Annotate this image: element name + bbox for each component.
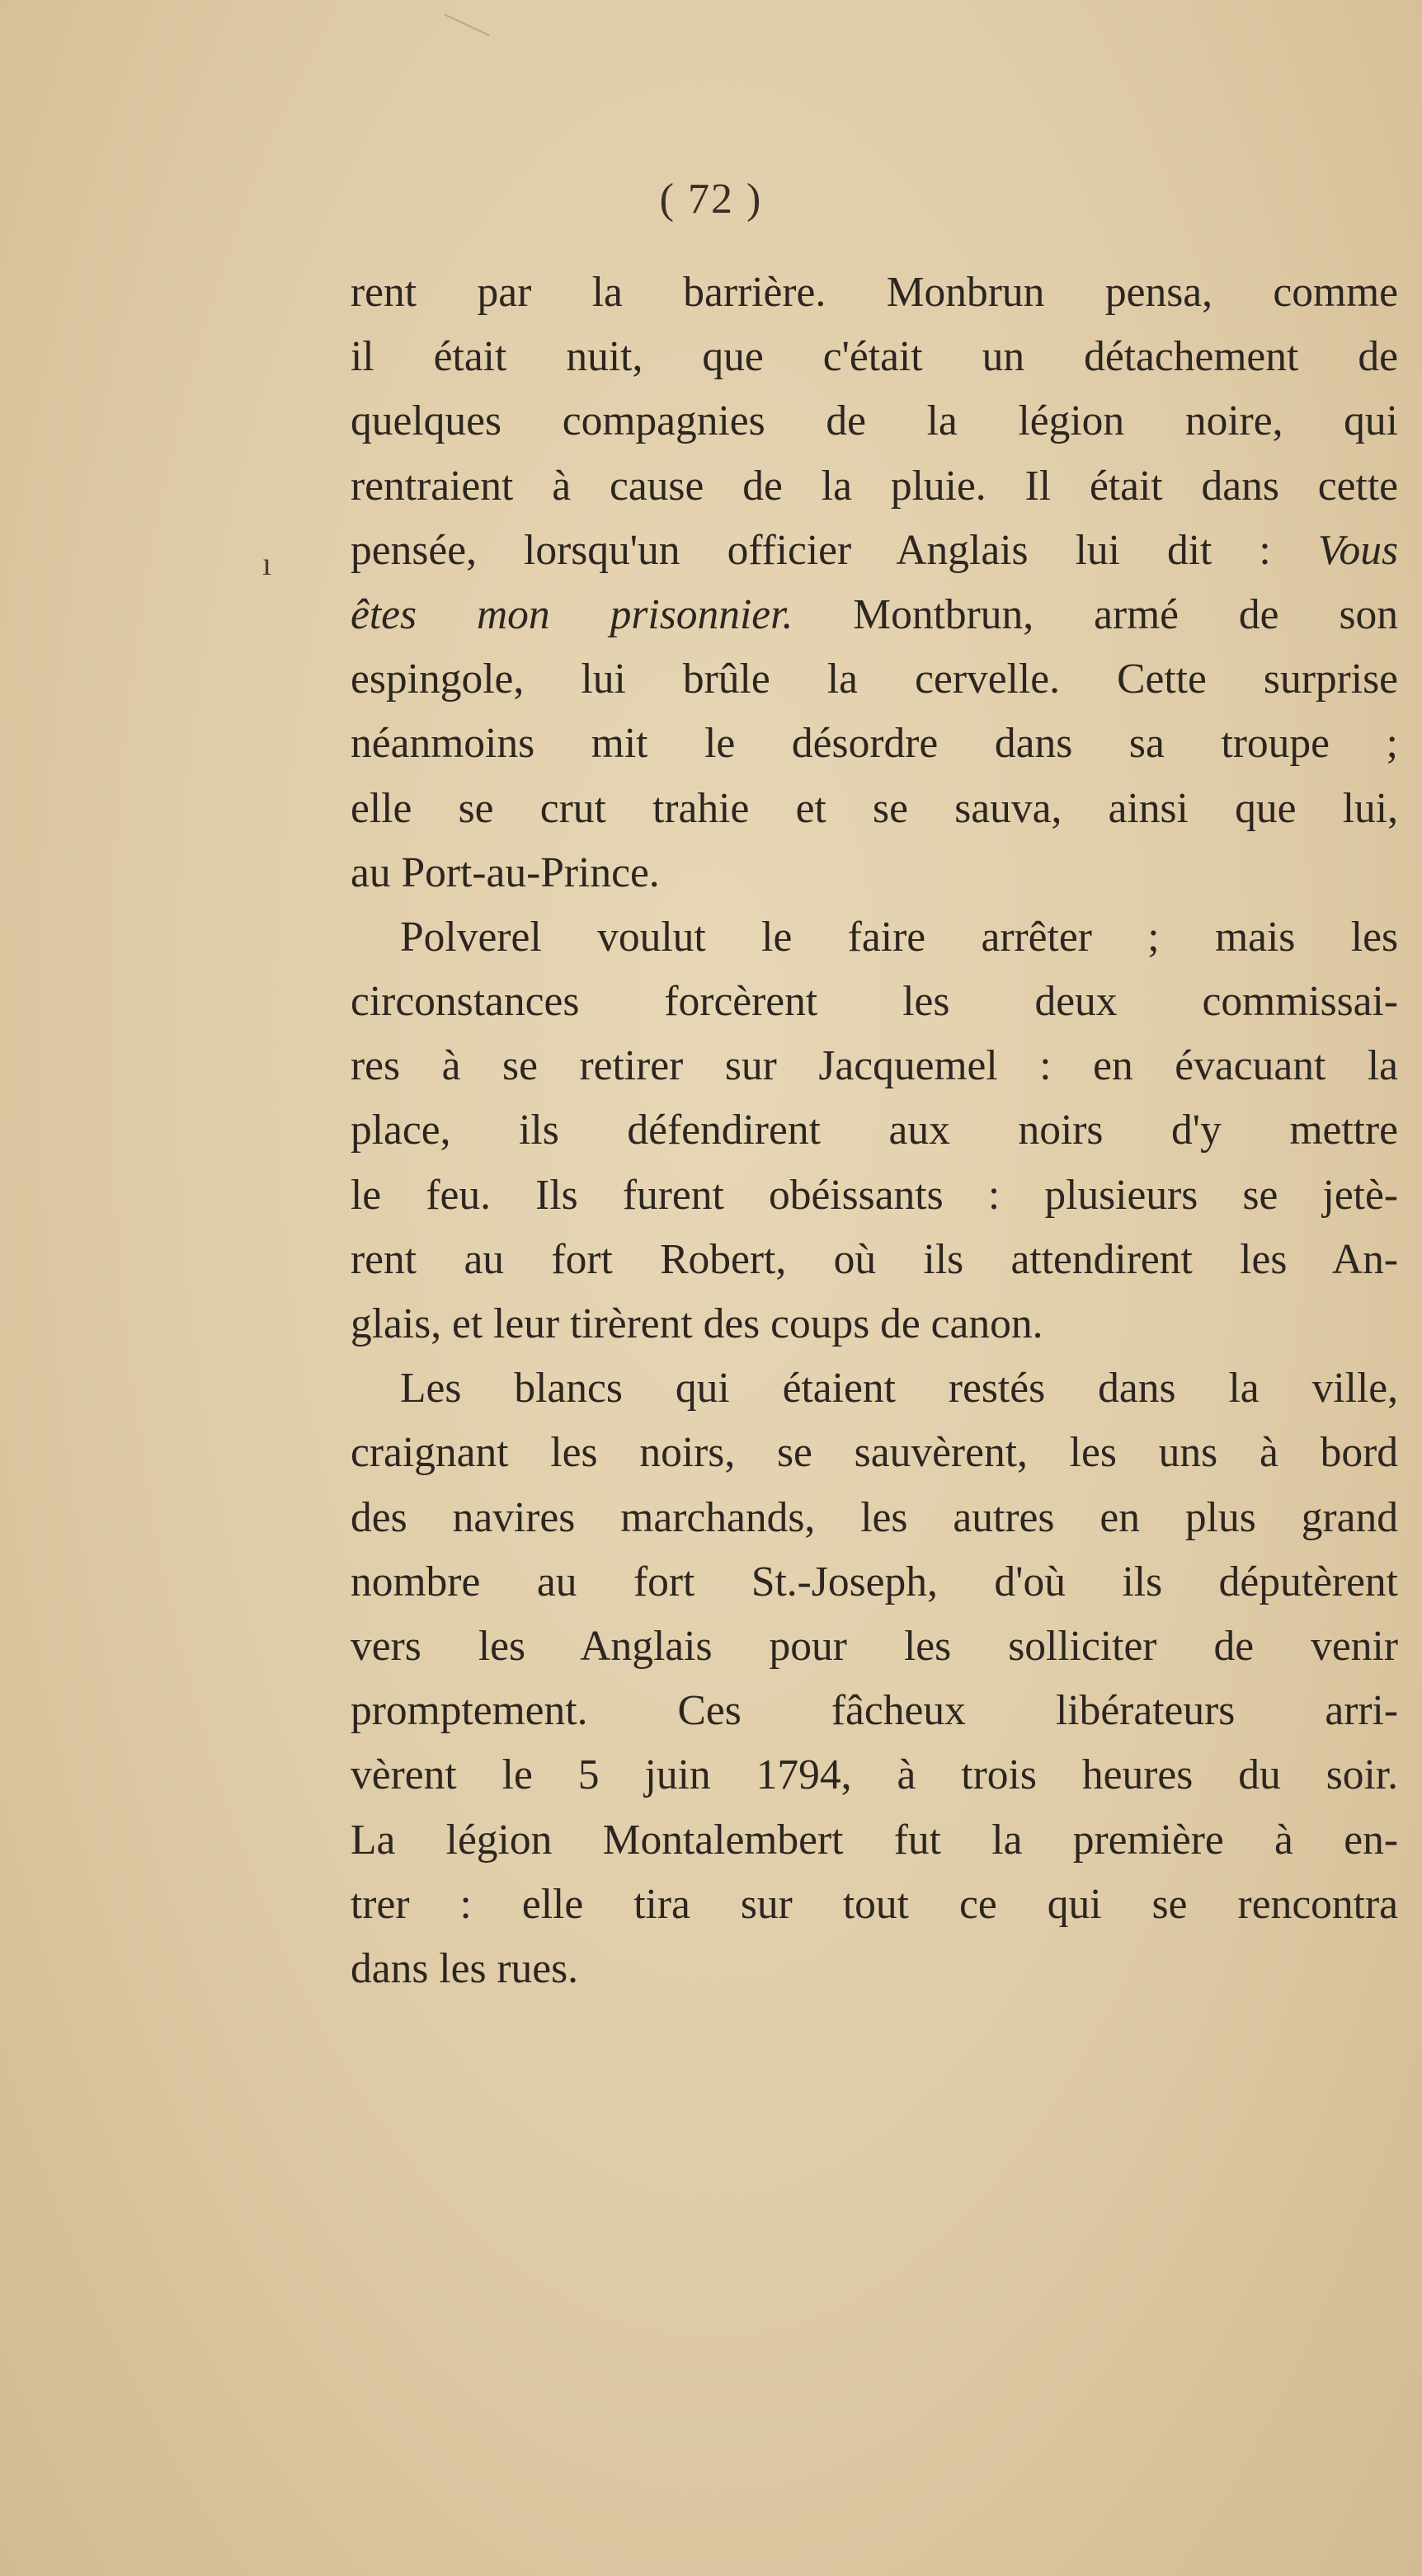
text-line: quelques compagnies de la légion noire, qui bbox=[351, 397, 1398, 445]
text-line: La légion Montalembert fut la première à en- bbox=[351, 1816, 1398, 1864]
text-line: res à se retirer sur Jacquemel : en évacuant la bbox=[351, 1042, 1398, 1090]
body-text bbox=[351, 261, 1398, 2001]
text-line: Polverel voulut le faire arrêter ; mais les bbox=[400, 913, 1398, 961]
text-line: néanmoins mit le désordre dans sa troupe ; bbox=[351, 720, 1398, 768]
text-line: trer : elle tira sur tout ce qui se rencontra bbox=[351, 1880, 1398, 1928]
text-line: rent au fort Robert, où ils attendirent les An- bbox=[351, 1235, 1398, 1283]
text-line: vers les Anglais pour les solliciter de venir bbox=[351, 1622, 1398, 1670]
italic-fragment: êtes mon prisonnier. bbox=[351, 590, 793, 638]
paper-crease bbox=[434, 14, 490, 59]
text-line: le feu. Ils furent obéissants : plusieurs se jetè- bbox=[351, 1171, 1398, 1219]
text-line: des navires marchands, les autres en plus grand bbox=[351, 1493, 1398, 1541]
text-line bbox=[351, 583, 1398, 647]
text-line: dans les rues. bbox=[351, 1944, 579, 1992]
text-line: vèrent le 5 juin 1794, à trois heures du soir. bbox=[351, 1751, 1398, 1799]
page-number: ( 72 ) bbox=[659, 176, 763, 223]
text-line: elle se crut trahie et se sauva, ainsi que lui, bbox=[351, 784, 1398, 832]
text-fragment: pensée, lorsqu'un officier Anglais lui dit : bbox=[351, 526, 1271, 574]
text-line: glais, et leur tirèrent des coups de canon. bbox=[351, 1300, 1043, 1347]
text-line: craignant les noirs, se sauvèrent, les uns à bord bbox=[351, 1429, 1398, 1477]
text-line: promptement. Ces fâcheux libérateurs arri- bbox=[351, 1687, 1398, 1735]
text-line: espingole, lui brûle la cervelle. Cette surprise bbox=[351, 656, 1398, 703]
text-line: circonstances forcèrent les deux commissai- bbox=[351, 978, 1398, 1026]
text-line: il était nuit, que c'était un détachement de bbox=[351, 333, 1398, 381]
text-line: Les blancs qui étaient restés dans la ville, bbox=[400, 1365, 1398, 1413]
text-line: nombre au fort St.-Joseph, d'où ils députèrent bbox=[351, 1558, 1398, 1605]
text-line: au Port-au-Prince. bbox=[351, 848, 660, 896]
text-line bbox=[351, 519, 1398, 583]
text-fragment: Montbrun, armé de son bbox=[853, 590, 1398, 638]
italic-fragment: Vous bbox=[1317, 526, 1398, 574]
text-line: rent par la barrière. Monbrun pensa, comme bbox=[351, 269, 1398, 316]
text-line: rentraient à cause de la pluie. Il était dans cette bbox=[351, 462, 1398, 510]
text-line: place, ils défendirent aux noirs d'y mettre bbox=[351, 1107, 1398, 1154]
margin-mark: ı bbox=[262, 545, 272, 582]
